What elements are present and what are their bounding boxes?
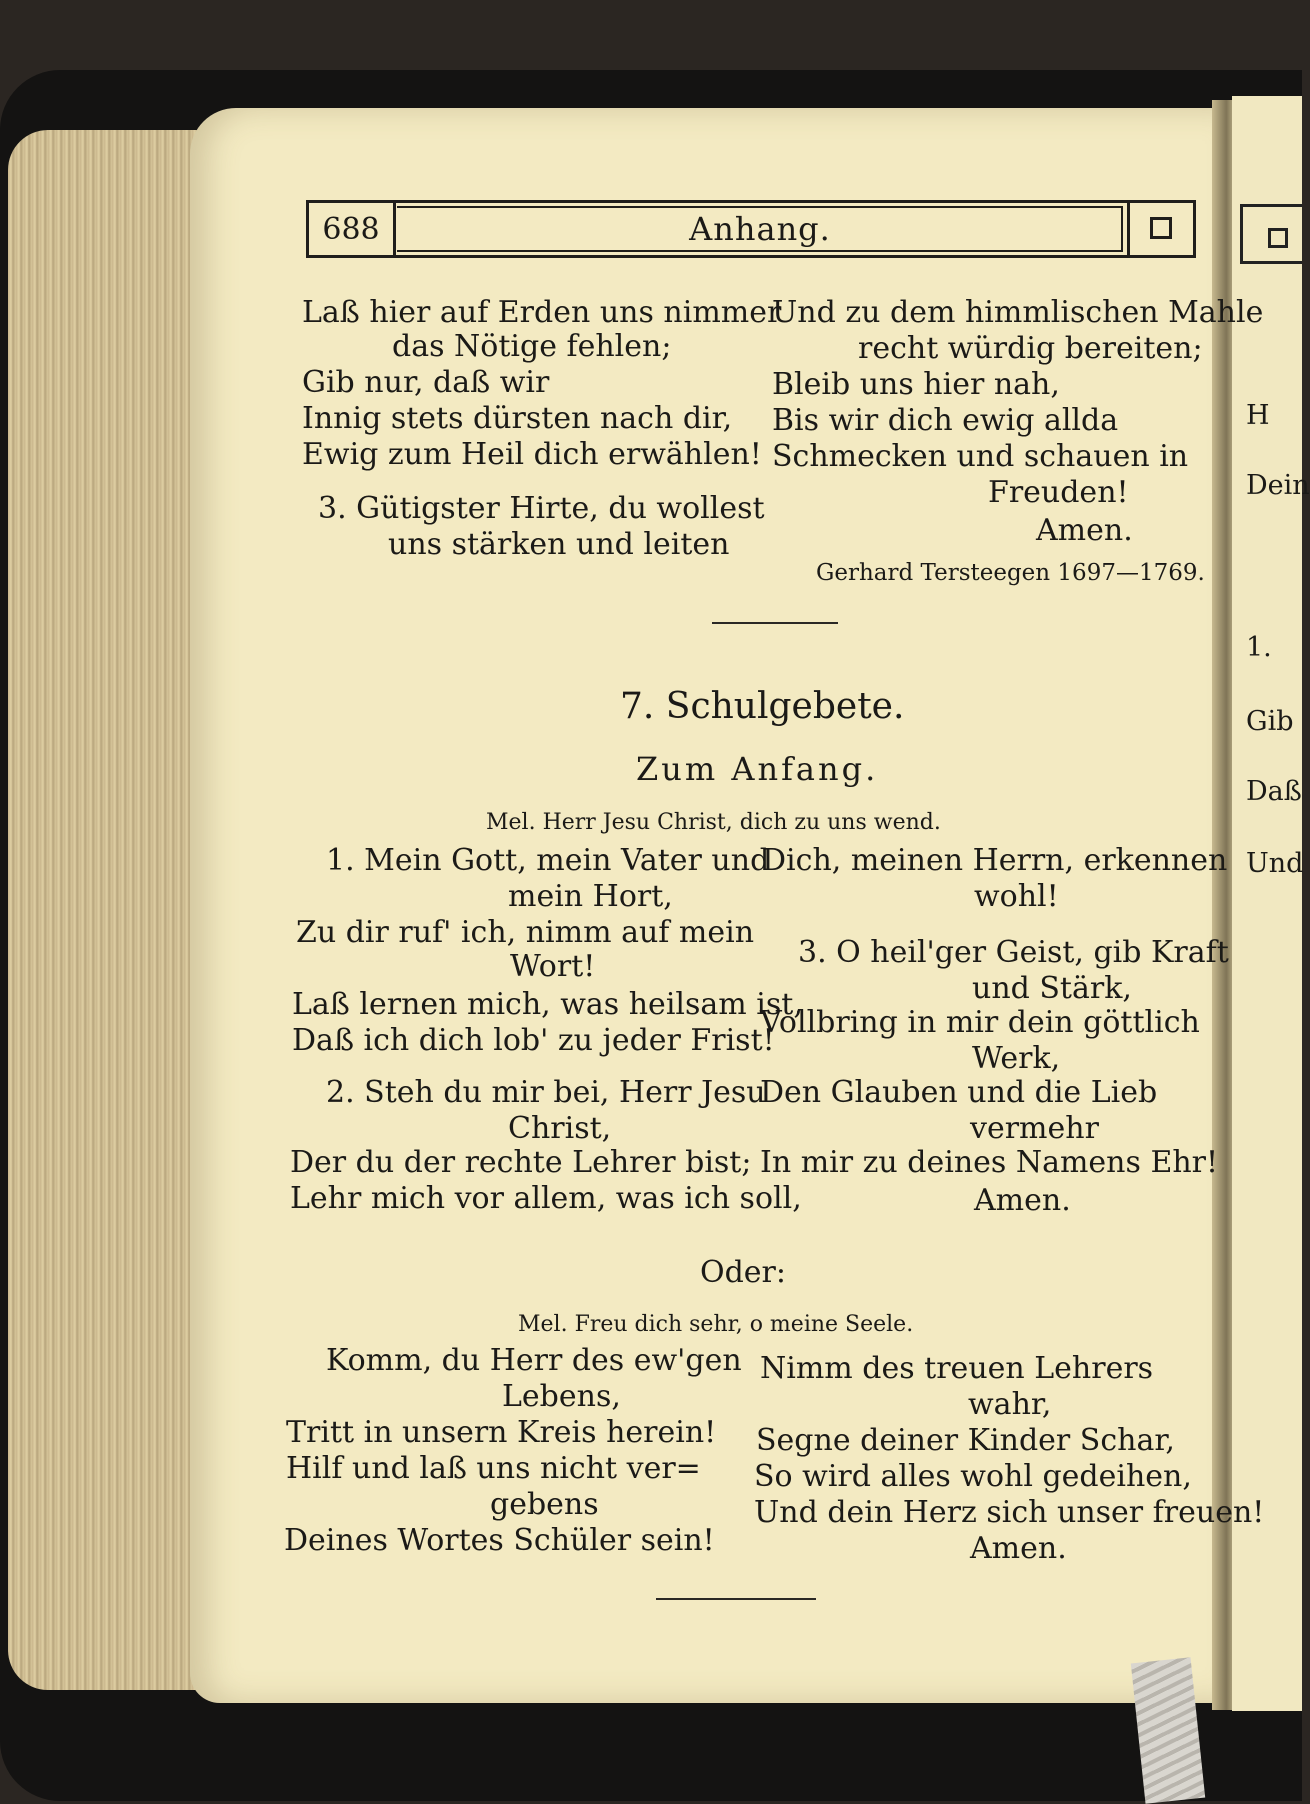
next-page-fragment: 1.	[1246, 632, 1272, 663]
verse-line: Der du der rechte Lehrer bist;	[290, 1145, 752, 1180]
verse-line: Und dein Herz sich unser freuen!	[754, 1495, 1265, 1530]
verse-line: und Stärk,	[972, 971, 1132, 1006]
next-page	[1232, 96, 1310, 1711]
verse-line: Daß ich dich lob' zu jeder Frist!	[292, 1023, 775, 1058]
verse-line: Dich, meinen Herrn, erkennen	[762, 843, 1228, 878]
verse-line: Bleib uns hier nah,	[772, 367, 1060, 402]
melody-note: Mel. Freu dich sehr, o meine Seele.	[518, 1312, 914, 1337]
verse-line: Schmecken und schauen in	[772, 439, 1189, 474]
verse-line: wahr,	[968, 1387, 1052, 1422]
verse-line: Komm, du Herr des ew'gen	[326, 1343, 742, 1378]
verse-line: Und zu dem himmlischen Mahle	[772, 295, 1264, 330]
square-ornament-icon	[1150, 217, 1172, 239]
verse-line: mein Hort,	[508, 879, 673, 914]
verse-line: vermehr	[970, 1111, 1099, 1146]
verse-line: wohl!	[974, 879, 1059, 914]
verse-line: das Nötige fehlen;	[392, 329, 672, 364]
verse-line: Lebens,	[502, 1379, 621, 1414]
verse-line: Laß lernen mich, was heilsam ist,	[292, 987, 803, 1022]
verse-line: Innig stets dürsten nach dir,	[302, 401, 733, 436]
verse-line: Lehr mich vor allem, was ich soll,	[290, 1181, 802, 1216]
melody-note: Mel. Herr Jesu Christ, dich zu uns wend.	[486, 810, 941, 835]
verse-line: 3. Gütigster Hirte, du wollest	[318, 491, 765, 526]
section-heading: 7. Schulgebete.	[620, 686, 905, 727]
verse-line: Laß hier auf Erden uns nimmer	[302, 295, 782, 330]
verse-line: Amen.	[970, 1531, 1067, 1566]
verse-line: Zu dir ruf' ich, nimm auf mein	[296, 915, 755, 950]
verse-line: Freuden!	[988, 475, 1129, 510]
next-page-fragment: H	[1246, 400, 1270, 431]
verse-line: Ewig zum Heil dich erwählen!	[302, 437, 762, 472]
verse-line: Den Glauben und die Lieb	[760, 1075, 1158, 1110]
page-edges	[8, 130, 208, 1690]
verse-line: In mir zu deines Namens Ehr!	[760, 1145, 1219, 1180]
section-subheading: Zum Anfang.	[636, 750, 879, 788]
verse-line: Christ,	[508, 1111, 612, 1146]
verse-line: Amen.	[1036, 513, 1133, 548]
running-header	[306, 200, 1196, 258]
verse-line: Bis wir dich ewig allda	[772, 403, 1119, 438]
alternative-label: Oder:	[700, 1255, 787, 1290]
next-page-header-square	[1268, 228, 1288, 248]
page-number: 688	[309, 203, 396, 255]
verse-line: recht würdig bereiten;	[858, 331, 1203, 366]
verse-line: Hilf und laß uns nicht ver=	[286, 1451, 701, 1486]
verse-line: Nimm des treuen Lehrers	[760, 1351, 1154, 1386]
verse-line: Wort!	[510, 949, 596, 984]
next-page-fragment: Gib	[1246, 706, 1294, 737]
verse-line: 2. Steh du mir bei, Herr Jesu	[326, 1075, 766, 1110]
section-divider	[656, 1598, 816, 1600]
verse-line: Amen.	[974, 1183, 1071, 1218]
next-page-fragment: Daß	[1246, 776, 1302, 807]
verse-line: So wird alles wohl gedeihen,	[754, 1459, 1192, 1494]
verse-line: Werk,	[972, 1041, 1061, 1076]
hymn-attribution: Gerhard Tersteegen 1697—1769.	[816, 560, 1205, 586]
verse-line: gebens	[490, 1487, 599, 1522]
next-page-fragment: Und	[1246, 848, 1304, 879]
verse-line: Deines Wortes Schüler sein!	[284, 1523, 715, 1558]
verse-line: uns stärken und leiten	[388, 527, 730, 562]
header-title: Anhang.	[689, 210, 831, 248]
verse-line: 1. Mein Gott, mein Vater und	[326, 843, 770, 878]
next-page-fragment: Dein	[1246, 470, 1310, 501]
verse-line: Vollbring in mir dein göttlich	[760, 1005, 1200, 1040]
verse-line: Tritt in unsern Kreis herein!	[286, 1415, 717, 1450]
header-end-box	[1127, 203, 1196, 255]
section-divider	[712, 622, 838, 624]
verse-line: Segne deiner Kinder Schar,	[756, 1423, 1175, 1458]
verse-line: 3. O heil'ger Geist, gib Kraft	[798, 935, 1229, 970]
verse-line: Gib nur, daß wir	[302, 365, 550, 400]
